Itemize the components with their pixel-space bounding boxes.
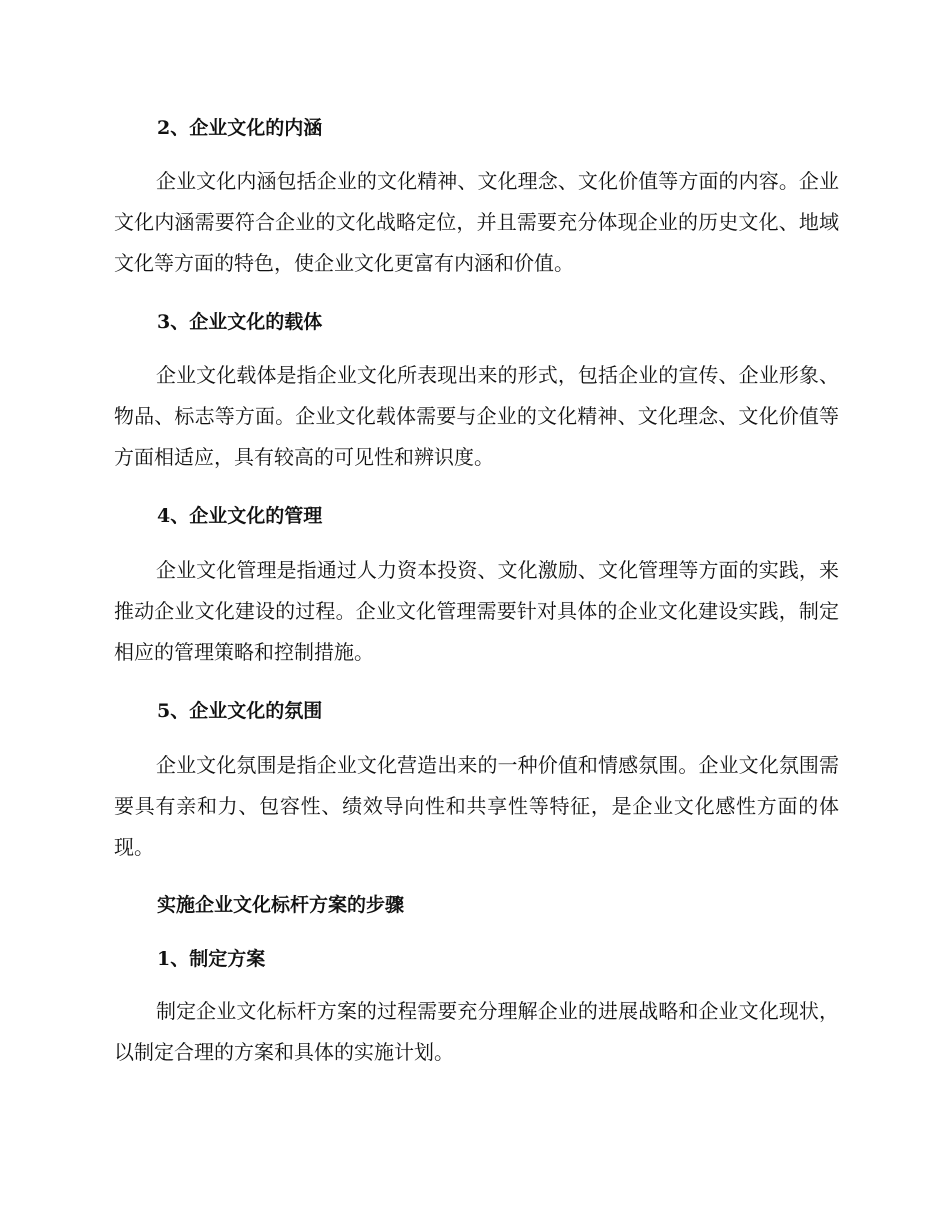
section-heading-carrier: 3、企业文化的载体 xyxy=(157,311,323,333)
section-heading-atmosphere: 5、企业文化的氛围 xyxy=(157,700,323,722)
step-paragraph-formulate-plan: 制定企业文化标杆方案的过程需要充分理解企业的进展战略和企业文化现状，以制定合理的方案和具体的实施计划。 xyxy=(114,999,839,1064)
section-heading-connotation: 2、企业文化的内涵 xyxy=(157,117,323,139)
section-heading-management: 4、企业文化的管理 xyxy=(157,505,323,527)
section-paragraph-management: 企业文化管理是指通过人力资本投资、文化激励、文化管理等方面的实践，来推动企业文化建设的过程。企业文化管理需要针对具体的企业文化建设实践，制定相应的管理策略和控制措施。 xyxy=(114,558,839,664)
step-heading-formulate-plan: 1、制定方案 xyxy=(157,948,266,970)
steps-title: 实施企业文化标杆方案的步骤 xyxy=(157,894,405,916)
section-paragraph-atmosphere: 企业文化氛围是指企业文化营造出来的一种价值和情感氛围。企业文化氛围需要具有亲和力、包容性、绩效导向性和共享性等特征，是企业文化感性方面的体现。 xyxy=(114,753,839,859)
section-paragraph-carrier: 企业文化载体是指企业文化所表现出来的形式，包括企业的宣传、企业形象、物品、标志等方面。企业文化载体需要与企业的文化精神、文化理念、文化价值等方面相适应，具有较高的可见性和辨识度。 xyxy=(114,363,839,469)
section-paragraph-connotation: 企业文化内涵包括企业的文化精神、文化理念、文化价值等方面的内容。企业文化内涵需要符合企业的文化战略定位，并且需要充分体现企业的历史文化、地域文化等方面的特色，使企业文化更富有内涵和价值。 xyxy=(114,169,839,275)
